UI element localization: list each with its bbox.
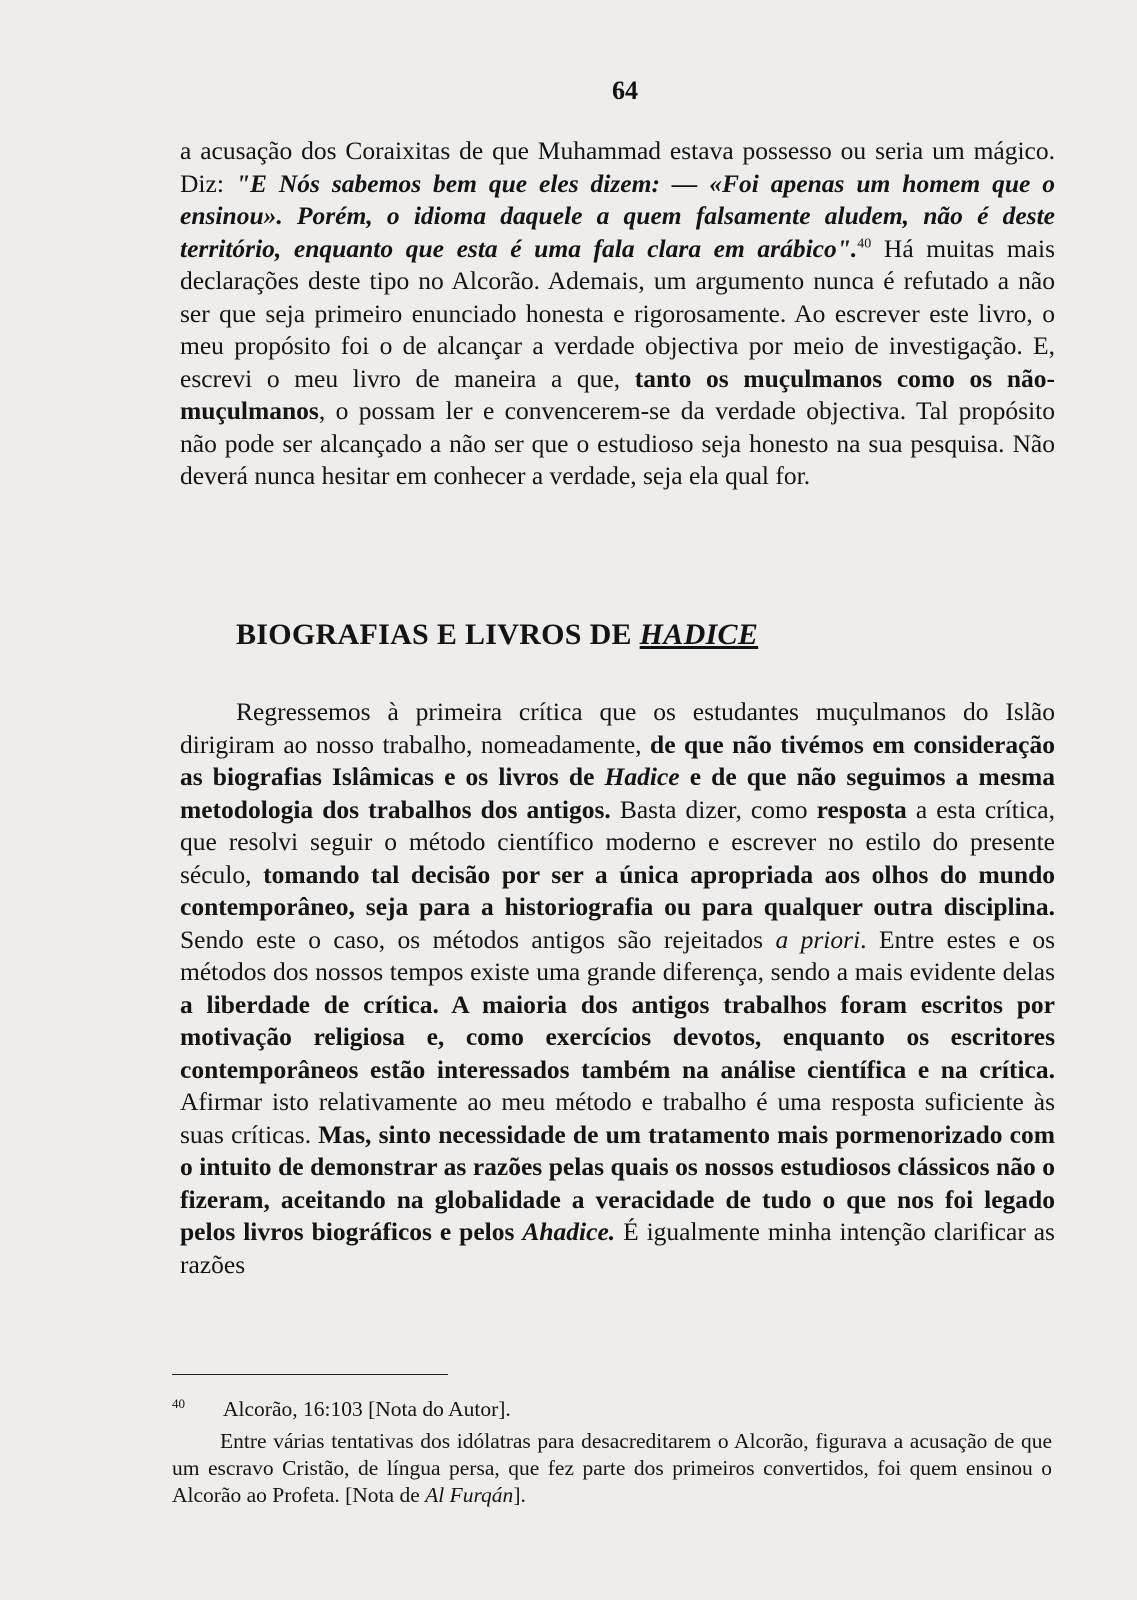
paragraph-2-bold-4: tomando tal decisão por ser a única apropriada aos olhos do mundo contemporâneo, seja para a historiografia ou para qualquer outra disciplina. [180, 859, 1055, 921]
paragraph-2-text-1: Regressemos à primeira crítica que os estudantes muçulmanos do Islão dirigiram ao nosso trabalho, nomeadamente, [180, 697, 1055, 759]
paragraph-2-text-2: Basta dizer, como [610, 794, 817, 824]
paragraph-2-text-3: a esta crítica, que resolvi seguir o método científico moderno e escrever no estilo do presente século, [180, 794, 1055, 889]
paragraph-1 [180, 135, 1055, 493]
paragraph-1-text-3: , o possam ler e convencerem-se da verdade objectiva. Tal propósito não pode ser alcançado a não ser que o estudioso seja honesto na sua pesquisa. Não deverá nunca hesitar em conhecer a verdade, seja ela qual for. [180, 396, 1055, 490]
footnote-mark: 40 [172, 1396, 185, 1411]
paragraph-2-italic-1: a priori [775, 924, 861, 954]
footnote-40 [172, 1390, 1052, 1423]
footnote-40-text: Alcorão, 16:103 [Nota do Autor]. [223, 1397, 511, 1422]
paragraph-2-text-7: É igualmente minha intenção clarificar as razões [180, 1217, 1055, 1279]
paragraph-1-bold: tanto os muçulmanos como os não-muçulmanos [180, 363, 1055, 425]
paragraph-2 [180, 696, 1055, 1281]
footnote-40-note [172, 1428, 1052, 1509]
footnote-note-text-1: Entre várias tentativas dos idólatras para desacreditarem o Alcorão, figurava a acusação de que um escravo Cristão, de língua persa, que fez parte dos primeiros convertidos, foi quem ensinou o Alcorão ao Profeta. [Nota de [172, 1429, 1052, 1507]
section-heading-italic: HADICE [639, 618, 759, 651]
footnote-note-italic: Al Furqán [425, 1483, 514, 1507]
section-heading [236, 618, 758, 652]
paragraph-2-bold-6: Mas, sinto necessidade de um tratamento mais pormenorizado com o intuito de demonstrar as razões pelas quais os nossos estudiosos clássicos não o fizeram, aceitando na globalidade a veracidade de tudo o que nos foi legado pelos livros biográficos e pelos [180, 1119, 1055, 1246]
paragraph-2-bold-1: de que não tivémos em consideração as biografias Islâmicas e os livros de [180, 729, 1055, 791]
paragraph-2-bold-5: a liberdade de crítica. A maioria dos antigos trabalhos foram escritos por motivação religiosa e, como exercícios devotos, enquanto os escritores contemporâneos estão interessados também na análise científica e na crítica. [180, 989, 1055, 1084]
paragraph-2-text-5: . Entre estes e os métodos dos nossos tempos existe uma grande diferença, sendo a mais evidente delas [180, 924, 1055, 986]
quran-quote: "E Nós sabemos bem que eles dizem: — «Foi apenas um homem que o ensinou». Porém, o idioma daquele a quem falsamente aludem, não é deste território, enquanto que esta é uma fala clara em arábico". [180, 168, 1055, 263]
paragraph-1-text-1: a acusação dos Coraixitas de que Muhammad estava possesso ou seria um mágico. Diz: [180, 136, 1055, 198]
section-heading-main: BIOGRAFIAS E LIVROS DE [236, 618, 640, 651]
paragraph-2-bold-2: e de que não seguimos a mesma metodologia dos trabalhos dos antigos. [180, 762, 1055, 824]
page-number: 64 [612, 76, 638, 105]
paragraph-2-text-6: Afirmar isto relativamente ao meu método e trabalho é uma resposta suficiente às suas críticas. [180, 1087, 1055, 1149]
footnote-divider [172, 1374, 448, 1375]
footnote-note-text-2: ]. [513, 1483, 526, 1507]
paragraph-2-text-4: Sendo este o caso, os métodos antigos são rejeitados [180, 924, 776, 954]
paragraph-2-bold-italic-1: Hadice [604, 762, 680, 791]
footnote-ref-40: 40 [857, 236, 872, 251]
paragraph-2-bold-italic-2: Ahadice. [522, 1217, 616, 1246]
paragraph-2-bold-3: resposta [816, 794, 907, 824]
paragraph-1-text-2: Há muitas mais declarações deste tipo no Alcorão. Ademais, um argumento nunca é refutado a não ser que seja primeiro enunciado honesta e rigorosamente. Ao escrever este livro, o meu propósito foi o de alcançar a verdade objectiva por meio de investigação. E, escrevi o meu livro de maneira a que, [180, 233, 1056, 393]
